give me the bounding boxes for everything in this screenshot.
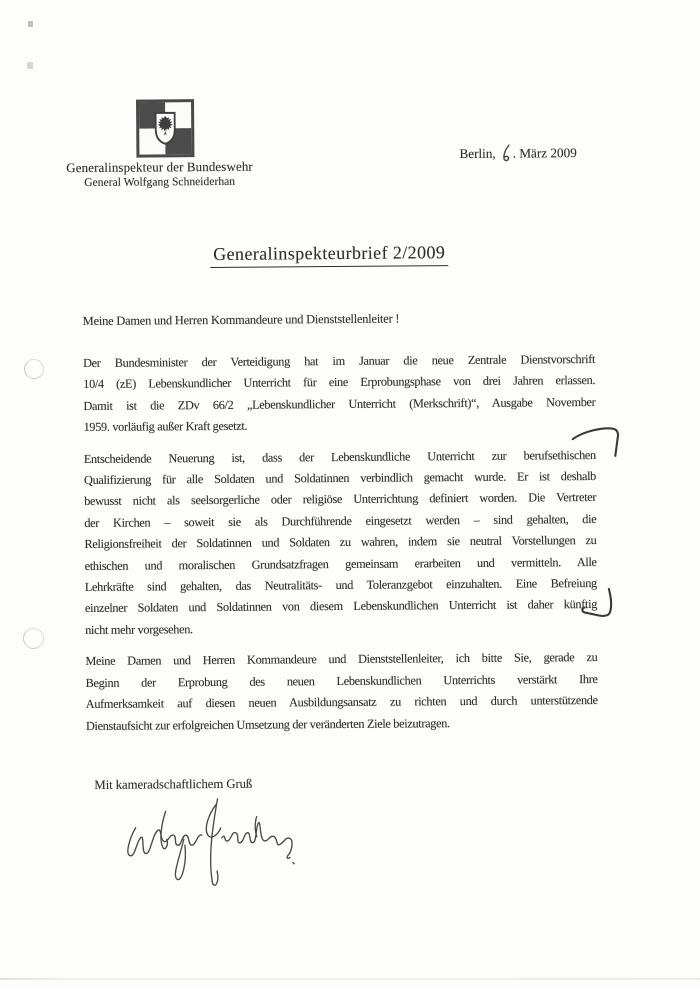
paragraph-line: Der Bundesminister der Verteidigung hat im Januar die neue Zentrale Dienstvorschrift [83,351,596,371]
eagle-shield-icon [154,111,176,145]
scan-speck [27,62,33,69]
handwritten-open-bracket-icon [570,423,624,466]
scan-edge-shadow [0,978,700,980]
sender-person: General Wolfgang Schneiderhan [84,175,236,190]
dateline-place: Berlin, [459,145,496,162]
paragraph-line: 10/4 (zE) Lebenskundlicher Unterricht für eine Erprobungsphase von drei Jahren erlassen. [83,373,596,392]
salutation: Meine Damen und Herren Kommandeure und Dienststellenleiter ! [82,311,400,329]
letter-title: Generalinspekteurbrief 2/2009 [210,242,448,268]
closing-phrase: Mit kameradschaftlichem Gruß [94,776,253,792]
paragraph-line: Dienstaufsicht zur erfolgreichen Umsetzung der veränderten Ziele beizutragen. [85,715,450,733]
paragraph-line: bewusst nicht als seelsorgerliche oder religiöse Unterrichtung definiert worden. Die Vertreter [84,490,597,509]
paragraph-line: Beginn der Erprobung des neuen Lebenskundlichen Unterrichts verstärkt Ihre [85,671,598,690]
scan-speck [28,21,33,27]
punch-hole [24,359,44,379]
letter-title-row [0,240,660,269]
paragraph-line: Meine Damen und Herren Kommandeure und Dienststellenleiter, ich bitte Sie, gerade zu [85,650,598,669]
paragraph [85,647,598,737]
paragraph-line: der Kirchen – soweit sie als Durchführende eingesetzt werden – sind gehalten, die [84,511,597,530]
paragraph-line: ethischen und moralischen Grundsatzfragen gemeinsam erarbeiten und vermitteln. Alle [84,554,597,573]
dateline [459,145,577,172]
paragraph-line: einzelner Soldaten und Soldatinnen von diesem Lebenskundlichen Unterricht ist daher künftig [84,597,598,616]
paragraph-line: 1959. vorläufig außer Kraft gesetzt. [83,418,248,435]
paragraph-line: Entscheidende Neuerung ist, dass der Lebenskundliche Unterricht zur berufsethischen [83,447,596,466]
paragraph [83,349,596,439]
punch-hole [23,628,44,649]
paragraph-line: nicht mehr vorgesehen. [85,622,193,637]
paragraph [84,445,597,642]
paragraph-line: Qualifizierung für alle Soldaten und Soldatinnen verbindlich gemacht wurde. Er ist deshalb [83,469,597,488]
handwritten-signature [120,794,307,898]
paragraph-line: Lehrkräfte sind gehalten, das Neutralitäts- und Toleranzgebot einzuhalten. Eine Befreiung [84,576,597,595]
handwritten-day-numeral-icon [501,144,512,170]
sender-office: Generalinspekteur der Bundeswehr [66,158,253,176]
dateline-rest: . März 2009 [512,145,577,161]
paragraph-line: Aufmerksamkeit auf diesen neuen Ausbildungsansatz zu richten und durch unterstützende [85,693,598,712]
bundeswehr-emblem-icon [136,99,194,157]
paragraph-line: Religionsfreiheit der Soldatinnen und Soldaten zu wahren, indem sie neutral Vorstellungen zu [84,533,597,552]
letter-body [83,349,598,737]
handwritten-close-bracket-icon [578,586,618,631]
letterhead [53,159,265,191]
paragraph-line: Damit ist die ZDv 66/2 „Lebenskundlicher Unterricht (Merkschrift)“, Ausgabe November [83,394,596,413]
